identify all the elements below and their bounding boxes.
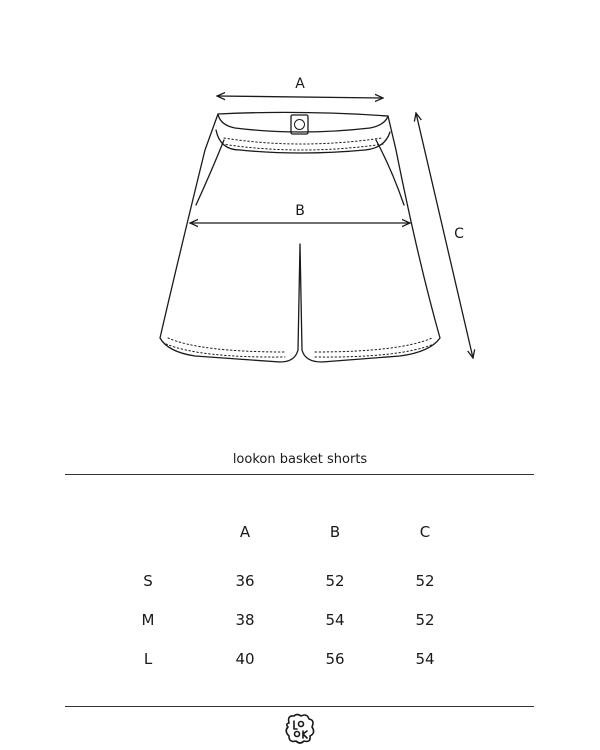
dimension-c-label: C xyxy=(454,226,464,242)
cell-m-c: 52 xyxy=(415,611,435,629)
dimension-b-label: B xyxy=(295,203,305,219)
dimension-a-label: A xyxy=(295,76,305,92)
cell-l-b: 56 xyxy=(325,650,345,668)
cell-l-c: 54 xyxy=(415,650,435,668)
pocket-right xyxy=(376,140,404,205)
cell-s-c: 52 xyxy=(415,572,435,590)
shorts-outline xyxy=(160,112,440,362)
top-divider xyxy=(65,474,534,475)
cell-s-a: 36 xyxy=(235,572,255,590)
cell-s-b: 52 xyxy=(325,572,345,590)
waistband-top xyxy=(218,114,388,132)
row-size-s: S xyxy=(143,572,153,590)
product-title: lookon basket shorts xyxy=(232,452,368,467)
bottom-divider xyxy=(65,706,534,707)
lookon-logo-icon xyxy=(283,712,317,746)
cell-m-b: 54 xyxy=(325,611,345,629)
waist-tag xyxy=(291,115,308,134)
pocket-left xyxy=(196,140,224,205)
row-size-m: M xyxy=(141,611,155,629)
cell-l-a: 40 xyxy=(235,650,255,668)
column-header-a: A xyxy=(239,523,251,541)
dimension-c-arrow xyxy=(416,113,473,358)
row-size-l: L xyxy=(143,650,153,668)
column-header-c: C xyxy=(419,523,431,541)
dimension-a-arrow xyxy=(217,96,383,98)
cell-m-a: 38 xyxy=(235,611,255,629)
column-header-b: B xyxy=(329,523,341,541)
